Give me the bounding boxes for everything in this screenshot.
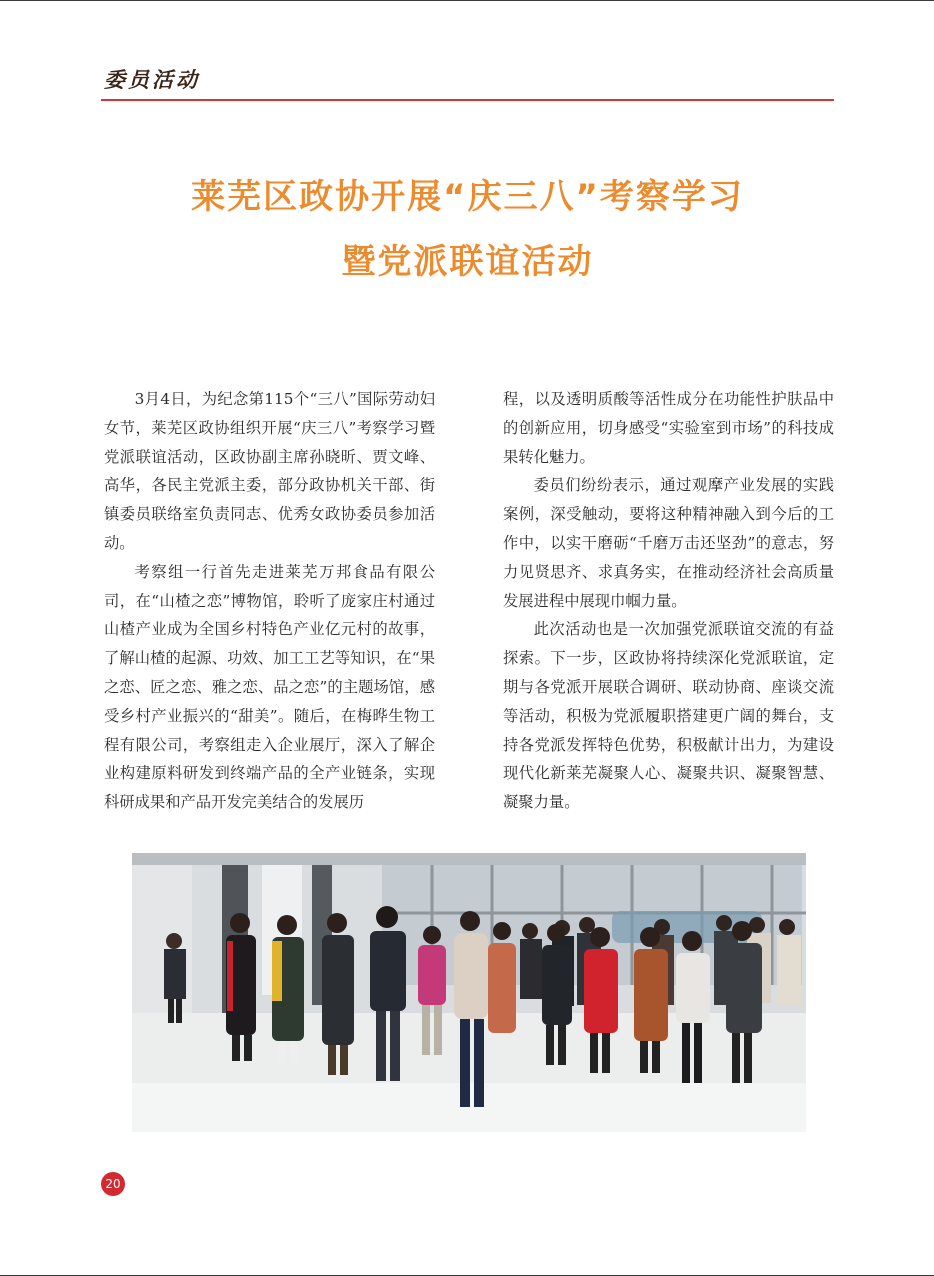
paragraph-continued: 程，以及透明质酸等活性成分在功能性护肤品中的创新应用，切身感受“实验室到市场”的科技成果转化魅力。 — [503, 390, 834, 466]
article-title-line-2: 暨党派联谊活动 — [341, 242, 594, 282]
body-column-left — [104, 385, 435, 817]
paragraph: 考察组一行首先走进莱芜万邦食品有限公司，在“山楂之恋”博物馆，聆听了庞家庄村通过山楂产业成为全国乡村特色产业亿元村的故事，了解山楂的起源、功效、加工工艺等知识，在“果之恋、匠之恋、雅之恋、品之恋”的主题场馆，感受乡村产业振兴的“甜美”。随后，在梅晔生物工程有限公司，考察组走入企业展厅，深入了解企业构建原料研发到终端产品的全产业链条，实现科研成果和产品开发完美结合的发展历 — [104, 562, 435, 812]
section-label: 委员活动 — [104, 67, 200, 92]
paragraph: 委员们纷纷表示，通过观摩产业发展的实践案例，深受触动，要将这种精神融入到今后的工作中，以实干磨砺“千磨万击还坚劲”的意志，努力见贤思齐、求真务实，在推动经济社会高质量发展进程中展现巾帼力量。 — [503, 476, 834, 610]
body-column-right — [503, 385, 834, 817]
page-number: 20 — [101, 1172, 125, 1196]
paragraph: 3月4日，为纪念第115个“三八”国际劳动妇女节，莱芜区政协组织开展“庆三八”考察学习暨党派联谊活动，区政协副主席孙晓昕、贾文峰、高华，各民主党派主委，部分政协机关干部、街镇委员联络室负责同志、优秀女政协委员参加活动。 — [104, 390, 435, 552]
article-title-line-1: 莱芜区政协开展“庆三八”考察学习 — [191, 177, 744, 217]
section-rule — [101, 99, 834, 101]
group-photo — [132, 853, 806, 1132]
top-edge-line — [0, 0, 934, 1]
group-photo-illustration — [132, 853, 806, 1132]
paragraph: 此次活动也是一次加强党派联谊交流的有益探索。下一步，区政协将持续深化党派联谊，定期与各党派开展联合调研、联动协商、座谈交流等活动，积极为党派履职搭建更广阔的舞台，支持各党派发挥特色优势，积极献计出力，为建设现代化新莱芜凝聚人心、凝聚共识、凝聚智慧、凝聚力量。 — [503, 620, 834, 812]
